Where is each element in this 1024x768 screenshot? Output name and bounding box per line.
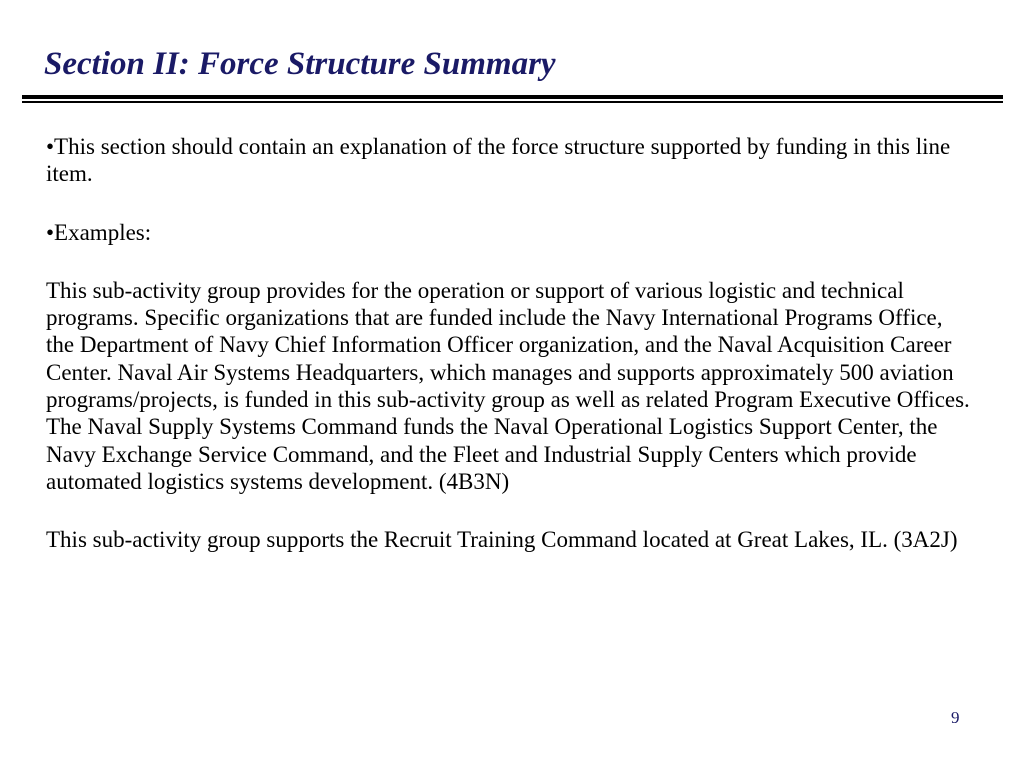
title-divider-thick xyxy=(22,95,1003,99)
spacer xyxy=(46,188,976,219)
spacer xyxy=(46,495,976,526)
example-paragraph-3a2j: This sub-activity group supports the Recruit Training Command located at Great Lakes, IL. (3A2J) xyxy=(46,527,958,553)
example-paragraph-4b3n: This sub-activity group provides for the operation or support of various logistic and technical programs. Specific organizations that are funded include the Navy International Programs Office, the Department of Navy Chief Information Officer organization, and the Naval Acquisition Career Center. Naval Air Systems Headquarters, which manages and supports approximately 500 aviation programs/projects, is funded in this sub-activity group as well as related Program Executive Offices. The Naval Supply Systems Command funds the Naval Operational Logistics Support Center, the Navy Exchange Service Command, and the Fleet and Industrial Supply Centers which provide automated logistics systems development. (4B3N) xyxy=(46,277,970,494)
slide-title: Section II: Force Structure Summary xyxy=(44,46,556,82)
title-divider-thin xyxy=(22,101,1003,103)
bullet-intro: •This section should contain an explanation of the force structure supported by funding in this line item. xyxy=(46,134,951,187)
page-number: 9 xyxy=(951,708,960,727)
spacer xyxy=(46,246,976,277)
slide-body xyxy=(46,133,976,554)
bullet-examples: •Examples: xyxy=(46,219,152,245)
